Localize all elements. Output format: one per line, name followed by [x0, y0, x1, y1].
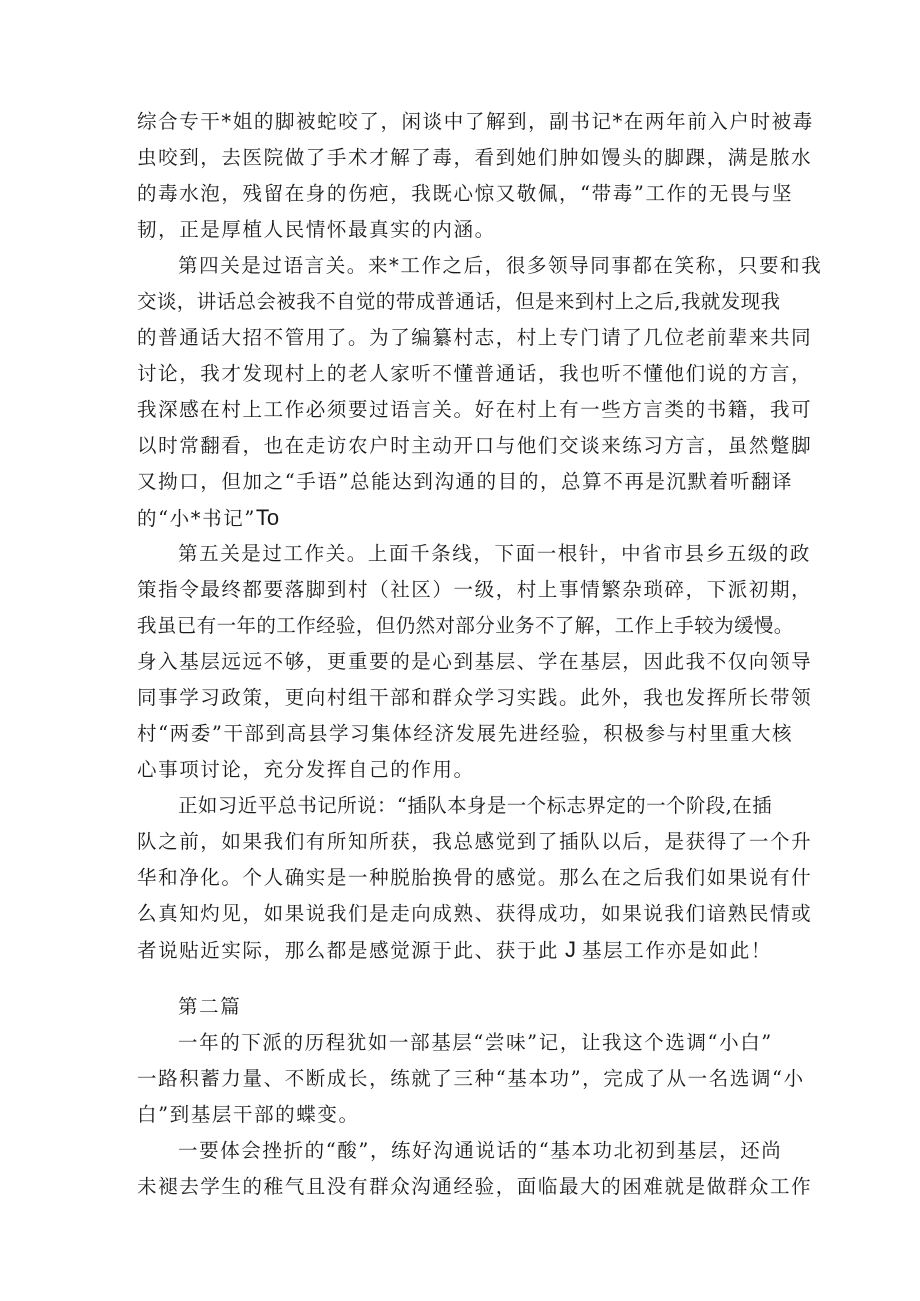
- text-line: 我虽已有一年的工作经验，但仍然对部分业务不了解，工作上手较为缓慢。: [137, 614, 794, 637]
- text-line: 虫咬到，去医院做了手术才解了毒，看到她们肿如馒头的脚踝，满是脓水: [137, 146, 813, 169]
- section-heading: 第二篇: [178, 995, 242, 1018]
- text-fragment: 的“小*书记”: [137, 507, 256, 530]
- text-line: 白”到基层干部的蝶变。: [137, 1103, 360, 1126]
- latin-fragment: J: [565, 937, 577, 962]
- text-line: [137, 933, 797, 967]
- text-line: 队之前，如果我们有所知所获，我总感觉到了插队以后，是获得了一个升: [137, 830, 813, 853]
- text-line: 心事项讨论，充分发挥自己的作用。: [137, 758, 475, 781]
- text-line: 未褪去学生的稚气且没有群众沟通经验，面临最大的困难就是做群众工作: [137, 1175, 813, 1198]
- text-line: 同事学习政策，更向村组干部和群众学习实践。此外，我也发挥所长带领: [137, 686, 813, 709]
- text-line: 交谈，讲话总会被我不自觉的带成普通话，但是来到村上之后,我就发现我: [137, 290, 781, 313]
- text-line: 的毒水泡，残留在身的伤疤，我既心惊又敬佩，“带毒”工作的无畏与坚: [137, 182, 794, 205]
- paragraph-first-line: 第五关是过工作关。上面千条线，下面一根针，中省市县乡五级的政: [178, 542, 812, 565]
- text-line: 策指令最终都要落脚到村（社区）一级，村上事情繁杂琐碎，下派初期，: [137, 578, 813, 601]
- text-line: 华和净化。个人确实是一种脱胎换骨的感觉。那么在之后我们如果说有什: [137, 866, 813, 889]
- text-line: 一路积蓄力量、不断成长，练就了三种“基本功”，完成了从一名选调“小: [137, 1067, 805, 1090]
- text-line: 我深感在村上工作必须要过语言关。好在村上有一些方言类的书籍，我可: [137, 398, 813, 421]
- text-line: 的普通话大招不管用了。为了编纂村志，村上专门请了几位老前辈来共同: [137, 326, 813, 349]
- text-fragment: 者说贴近实际，那么都是感觉源于此、获于此: [137, 939, 560, 962]
- text-line: 村“两委”干部到高县学习集体经济发展先进经验，积极参与村里重大核: [137, 722, 794, 745]
- text-line: 身入基层远远不够，更重要的是心到基层、学在基层，因此我不仅向领导: [137, 650, 813, 673]
- paragraph-first-line: 一年的下派的历程犹如一部基层“尝味”记，让我这个选调“小白”: [178, 1031, 773, 1054]
- text-line: 以时常翻看，也在走访农户时主动开口与他们交谈来练习方言，虽然蹩脚: [137, 434, 813, 457]
- paragraph-first-line: 第四关是过语言关。来*工作之后，很多领导同事都在笑称，只要和我: [178, 254, 823, 277]
- latin-fragment: To: [255, 505, 280, 530]
- text-line: 又拗口，但加之“手语”总能达到沟通的目的，总算不再是沉默着听翻译: [137, 470, 794, 493]
- text-line: 综合专干*姐的脚被蛇咬了，闲谈中了解到，副书记*在两年前入户时被毒: [137, 110, 814, 133]
- text-line: [137, 501, 797, 535]
- text-line: 韧，正是厚植人民情怀最真实的内涵。: [137, 218, 496, 241]
- text-fragment: 基层工作亦是如此！: [582, 939, 772, 962]
- paragraph-first-line: 正如习近平总书记所说：“插队本身是一个标志界定的一个阶段,在插: [178, 794, 773, 817]
- paragraph-first-line: 一要体会挫折的“酸”，练好沟通说话的“基本功北初到基层，还尚: [178, 1139, 783, 1162]
- text-line: 讨论，我才发现村上的老人家听不懂普通话，我也听不懂他们说的方言，: [137, 362, 813, 385]
- text-line: 么真知灼见，如果说我们是走向成熟、获得成功，如果说我们谙熟民情或: [137, 902, 813, 925]
